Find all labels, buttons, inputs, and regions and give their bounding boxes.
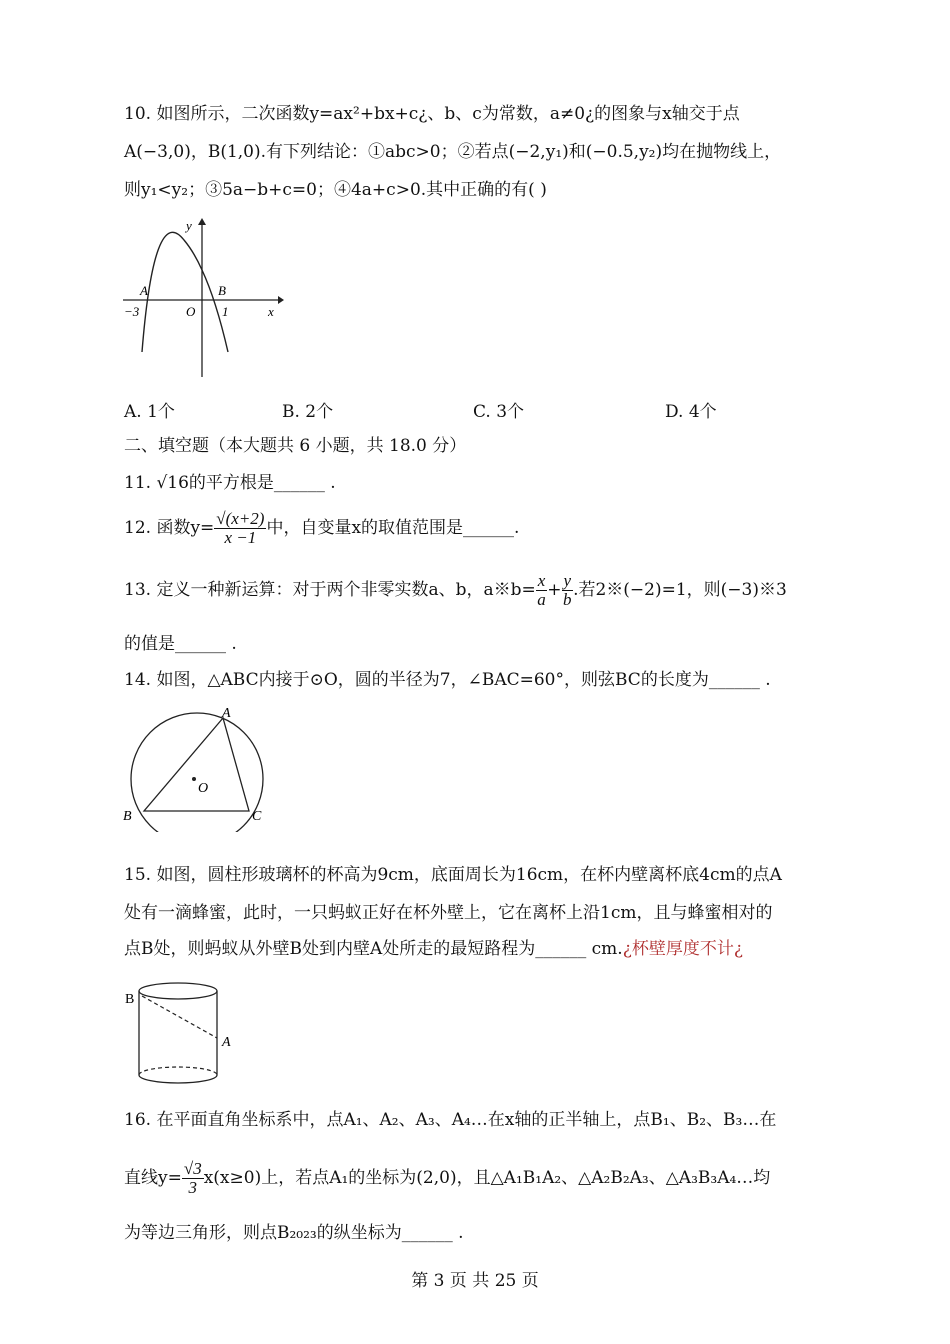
label-a: A xyxy=(222,1035,231,1050)
q13-f1-den: a xyxy=(537,590,546,609)
q10-line2: A(−3,0)，B(1,0).有下列结论：①abc>0；②若点(−2,y₁)和(−0.5,y₂)均在抛物线上， xyxy=(124,142,782,162)
q15-line3 xyxy=(124,937,743,961)
q15-line1: 15. 如图，圆柱形玻璃杯的杯高为9cm，底面周长为16cm，在杯内壁离杯底4cm的点A xyxy=(124,865,782,885)
point-b-label: B xyxy=(218,283,226,298)
tick-neg3-label: −3 xyxy=(124,304,140,319)
q12-text xyxy=(124,508,519,548)
label-b: B xyxy=(125,992,135,1007)
option-d: D. 4个 xyxy=(665,402,717,422)
q16-line1: 16. 在平面直角坐标系中，点A₁、A₂、A₃、A₄…在x轴的正半轴上，点B₁、B₂、B₃…在 xyxy=(124,1110,777,1130)
q16-line2 xyxy=(124,1158,770,1198)
q10-line3: 则y₁<y₂；③5a−b+c=0；④4a+c>0.其中正确的有( ) xyxy=(124,180,547,200)
page-footer: 第 3 页 共 25 页 xyxy=(411,1271,539,1291)
origin-label: O xyxy=(186,304,196,319)
q13-suffix: .若2※(−2)=1，则(−3)※3 xyxy=(573,580,787,600)
label-b: B xyxy=(123,809,132,824)
cylinder-bottom-back xyxy=(139,1067,217,1075)
center-point xyxy=(192,777,196,781)
q16-line2-suffix: x(x≥0)上，若点A₁的坐标为(2,0)，且△A₁B₁A₂、△A₂B₂A₃、△A₃B₃A₄…均 xyxy=(203,1168,771,1188)
q15-line3-note: ¿杯壁厚度不计¿ xyxy=(622,939,743,959)
cylinder-figure xyxy=(122,978,242,1090)
cylinder-bottom-front xyxy=(139,1075,217,1083)
point-a-label: A xyxy=(140,283,148,298)
q13-prefix: 13. 定义一种新运算：对于两个非零实数a、b，a※b= xyxy=(124,580,536,600)
cylinder-top xyxy=(139,983,217,999)
q13-f2-den: b xyxy=(563,590,572,609)
y-label: y xyxy=(186,218,192,233)
q10-line1: 10. 如图所示，二次函数y=ax²+bx+c¿、b、c为常数，a≠0¿的图象与x轴交于点 xyxy=(124,104,740,124)
q12-numerator: √(x+2) xyxy=(216,509,265,528)
q13-f1-num: x xyxy=(537,571,546,590)
q13-line1: 13. 定义一种新运算：对于两个非零实数a、b，a※b= $\frac{x}{a}$ + $\frac{y}{b}$ .若2※(−2)=1，则(−3)※3 xyxy=(124,571,787,609)
q14-text: 14. 如图，△ABC内接于⊙O，圆的半径为7，∠BAC=60°，则弦BC的长度为______ . xyxy=(124,670,771,690)
q11-text: 11. √16的平方根是______ . xyxy=(124,473,336,493)
option-a: A. 1个 xyxy=(124,402,175,422)
circle-triangle-figure xyxy=(118,702,278,832)
parabola-curve xyxy=(142,232,228,352)
label-o: O xyxy=(198,781,209,796)
q16-line2-prefix: 直线y= xyxy=(124,1168,182,1188)
q15-line3-main: 点B处，则蚂蚁从外壁B处到内壁A处所走的最短路程为______ cm. xyxy=(124,939,623,959)
triangle-abc xyxy=(144,718,249,811)
q13-f2-num: y xyxy=(563,571,572,590)
q12-denominator: x −1 xyxy=(224,528,257,547)
q16-frac-den: 3 xyxy=(188,1178,198,1197)
x-label: x xyxy=(268,304,274,319)
q13-line2: 的值是______ . xyxy=(124,634,237,654)
parabola-graph xyxy=(118,212,288,382)
path-b-to-a xyxy=(142,996,217,1038)
q13-fraction-2 xyxy=(562,572,574,609)
y-axis-arrow-icon xyxy=(198,218,206,225)
x-axis-arrow-icon xyxy=(278,296,284,304)
q15-line2: 处有一滴蜂蜜，此时，一只蚂蚁正好在杯外壁上，它在离杯上沿1cm，且与蜂蜜相对的 xyxy=(124,903,773,923)
option-b: B. 2个 xyxy=(282,402,334,422)
q16-line3: 为等边三角形，则点B₂₀₂₃的纵坐标为______ . xyxy=(124,1223,464,1243)
label-a: A xyxy=(222,706,231,721)
circumcircle xyxy=(131,713,263,832)
label-c: C xyxy=(252,809,262,824)
q12-fraction xyxy=(214,510,266,547)
q13-fraction-1 xyxy=(536,572,548,609)
section-heading: 二、填空题（本大题共 6 小题，共 18.0 分） xyxy=(124,436,467,456)
tick-1-label: 1 xyxy=(222,304,229,319)
q12-suffix: 中，自变量x的取值范围是______. xyxy=(266,518,520,538)
q16-fraction xyxy=(182,1160,204,1197)
q16-frac-num: √3 xyxy=(183,1159,202,1178)
option-c: C. 3个 xyxy=(473,402,525,422)
q12-prefix: 12. 函数y= xyxy=(124,518,215,538)
